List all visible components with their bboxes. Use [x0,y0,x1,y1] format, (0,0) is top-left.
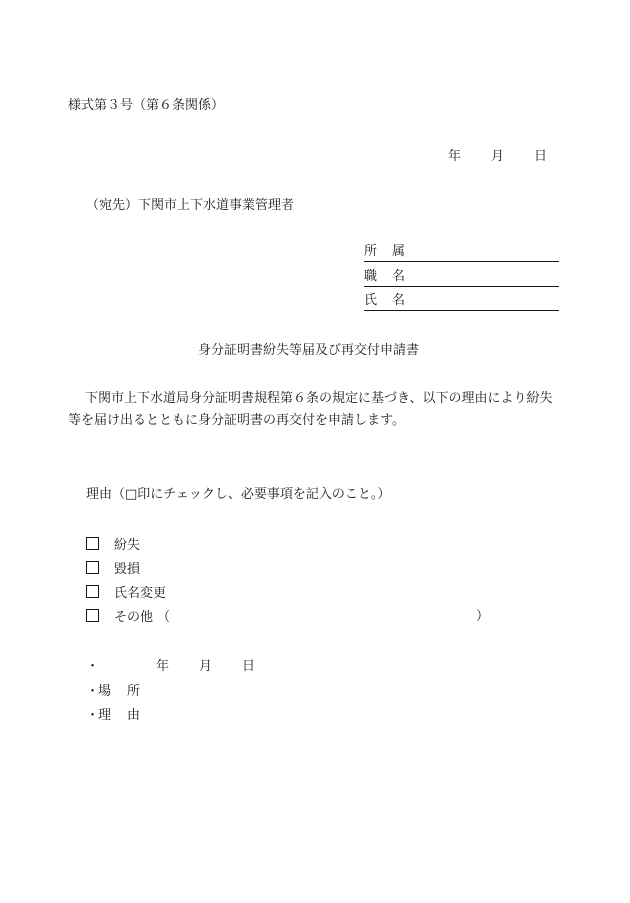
incident-place [86,684,140,700]
submission-date [448,149,547,165]
reason-option-label: 氏名変更 [114,586,167,601]
reason-label-1: 理 [98,708,112,723]
document-body: 下関市上下水道局身分証明書規程第６条の規定に基づき、以下の理由により紛失等を届け出るとともに身分証明書の再交付を申請します。 [68,391,553,428]
place-label-1: 場 [98,684,112,699]
affiliation-label-2: 属 [392,244,406,259]
date-year-label: 年 [448,149,462,164]
reason-option-label: その他 [114,610,154,625]
document-title: 身分証明書紛失等届及び再交付申請書 [198,343,420,358]
checkbox-icon[interactable] [86,537,99,550]
name-field[interactable] [364,293,559,311]
date-day-label: 日 [534,149,548,164]
affiliation-field[interactable] [364,244,559,262]
checkbox-icon[interactable] [86,585,99,598]
other-close-paren: ） [476,609,490,624]
reason-option-label: 毀損 [114,562,141,577]
bullet: ・ [86,684,100,699]
position-field[interactable] [364,269,559,287]
form-number: 様式第３号（第６条関係） [68,98,225,113]
reason-option-label: 紛失 [114,538,141,553]
reason-option-name-change[interactable] [86,585,166,602]
bullet: ・ [86,659,100,674]
other-open-paren: （ [157,610,171,625]
reason-option-damaged[interactable] [86,561,140,578]
reason-option-other[interactable] [86,609,170,626]
checkbox-icon[interactable] [86,561,99,574]
place-label-2: 所 [127,684,141,699]
addressee: （宛先）下関市上下水道事業管理者 [86,198,295,213]
incident-date [86,659,255,675]
checkbox-icon[interactable] [86,609,99,622]
name-label-2: 名 [392,293,406,308]
position-label-1: 職 [364,269,378,284]
bullet: ・ [86,708,100,723]
reason-label-2: 由 [127,708,141,723]
affiliation-label-1: 所 [364,244,378,259]
incident-date-month: 月 [199,659,213,674]
incident-date-year: 年 [156,659,170,674]
incident-date-day: 日 [242,659,256,674]
incident-reason [86,708,140,724]
date-month-label: 月 [491,149,505,164]
reason-option-lost[interactable] [86,537,140,554]
position-label-2: 名 [392,269,406,284]
reason-heading: 理由（□印にチェックし、必要事項を記入のこと。） [86,487,391,502]
name-label-1: 氏 [364,293,378,308]
